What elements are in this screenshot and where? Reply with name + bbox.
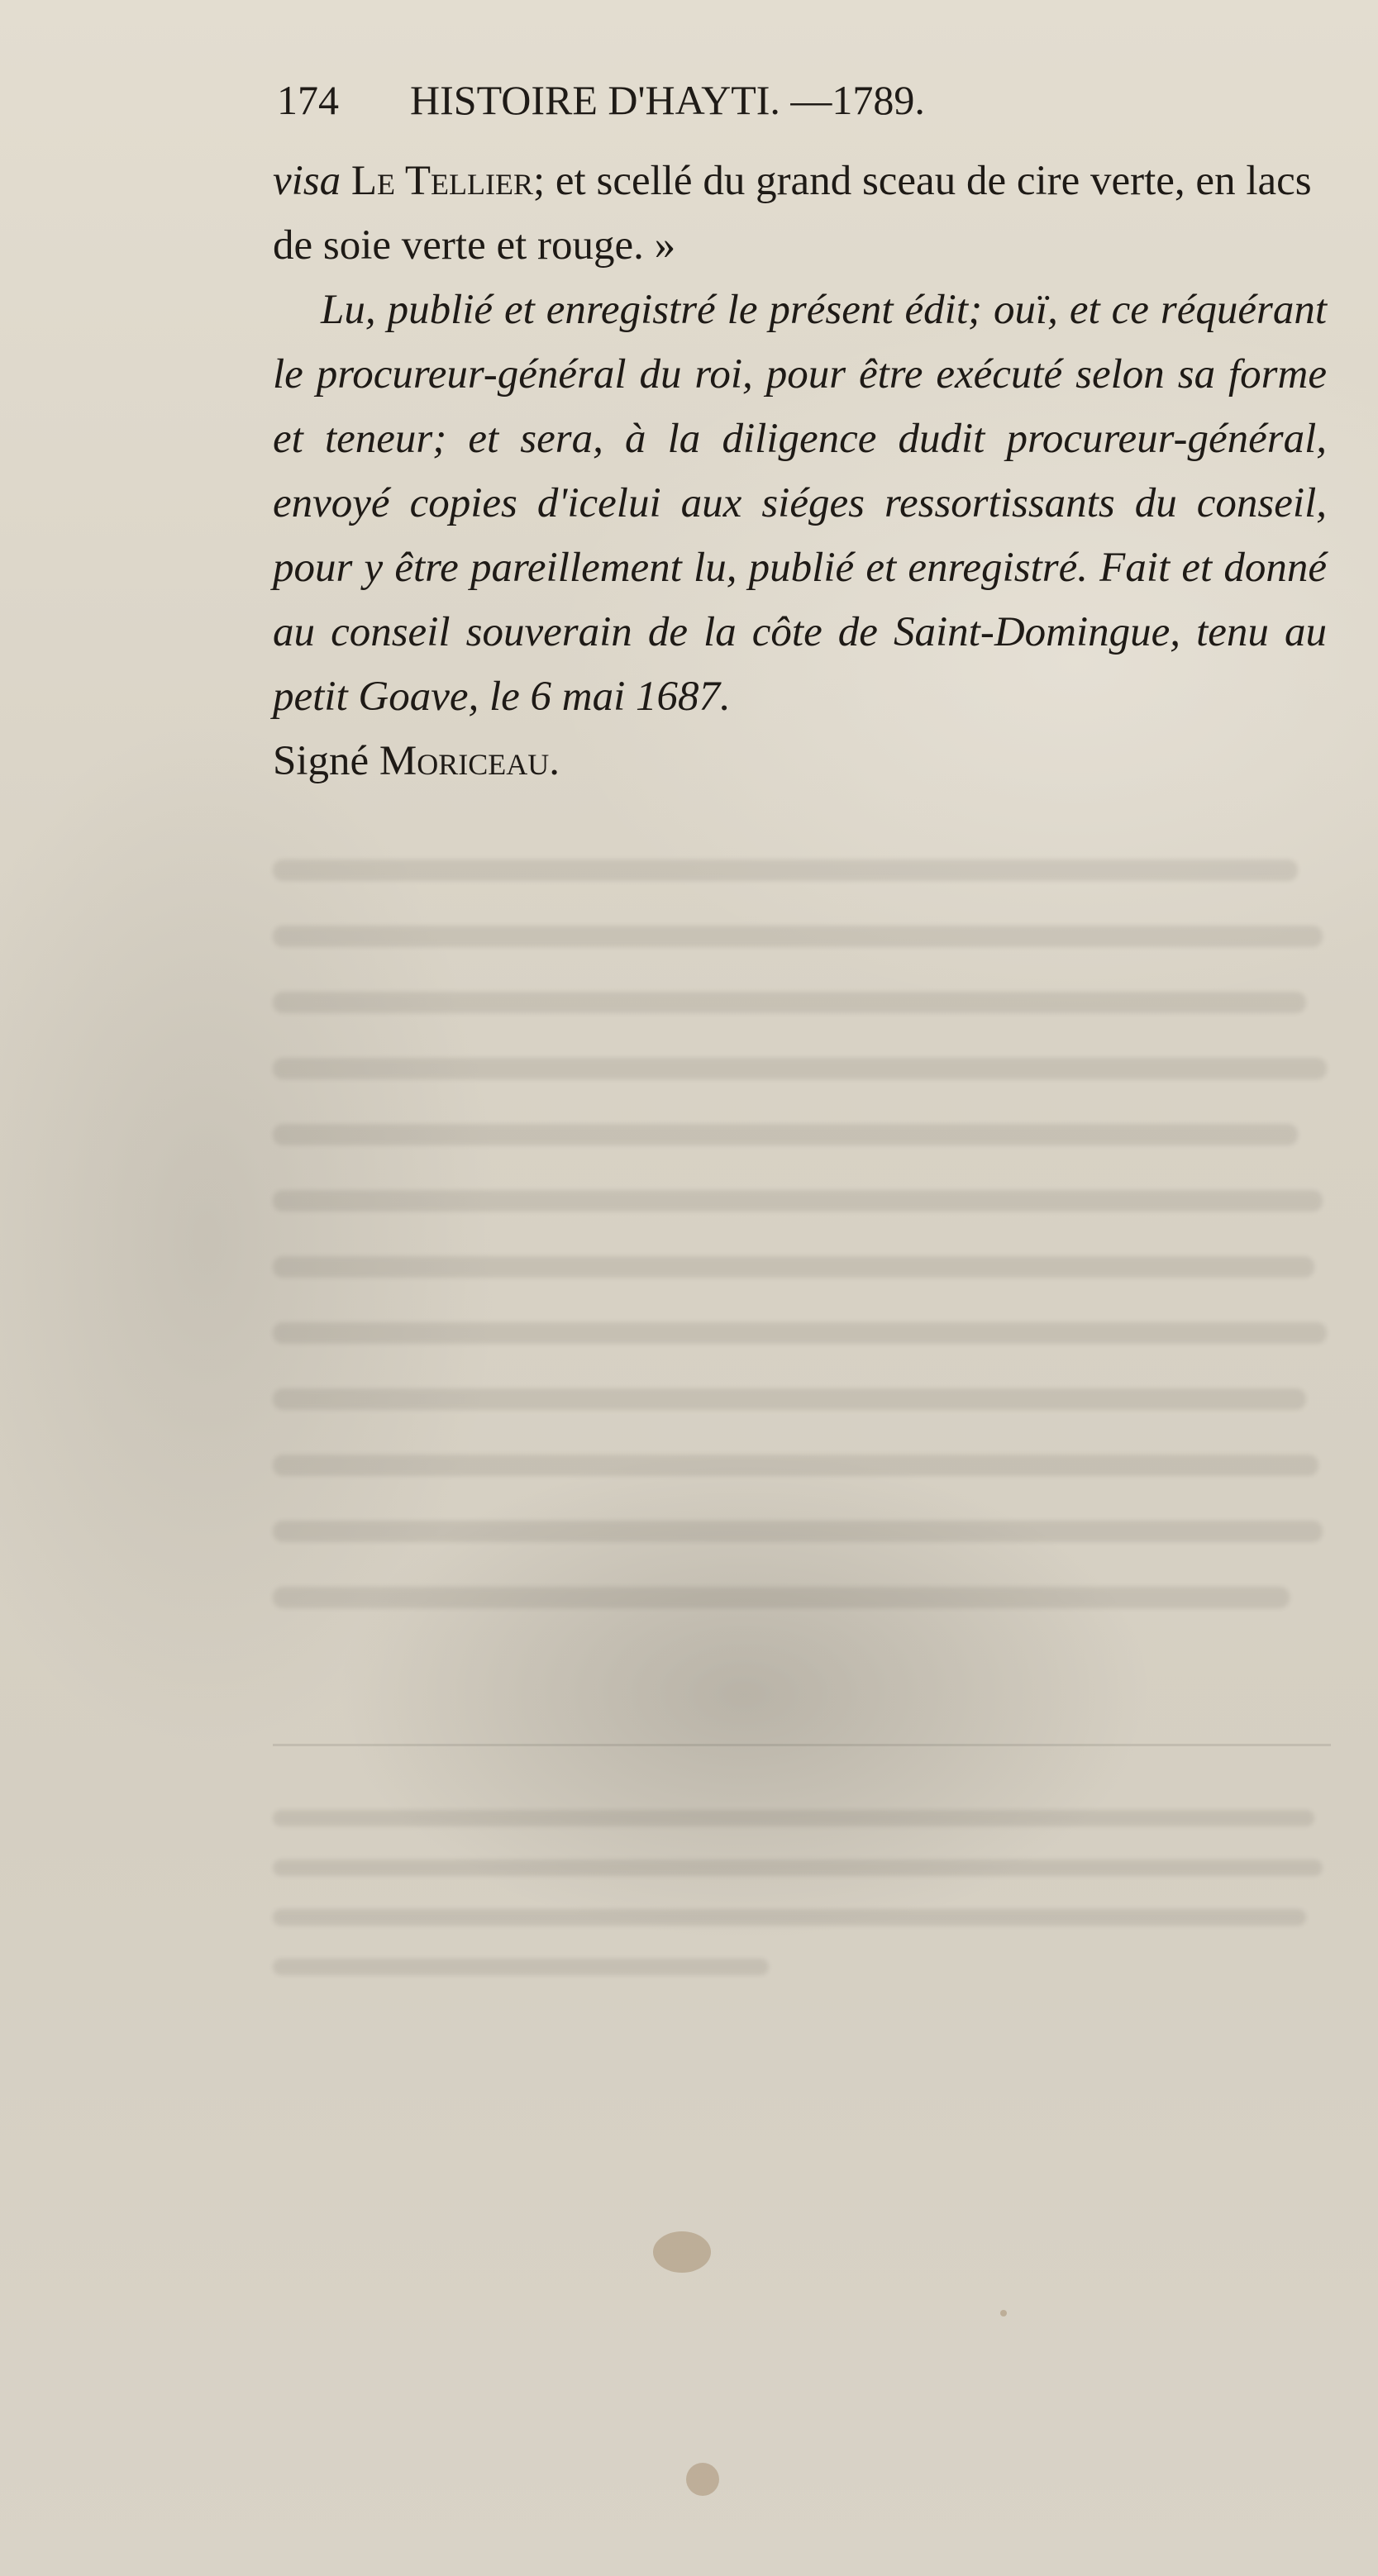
- paper-speck: [1000, 2310, 1007, 2316]
- signatory-name: Le Tellier: [350, 158, 533, 204]
- signature-line: [273, 729, 1327, 793]
- paper-stain: [653, 2231, 711, 2273]
- page-number: 174: [277, 77, 339, 123]
- quote-end-text: ; et scellé du grand sceau de cire verte, en lacs de soie verte et rouge. »: [273, 158, 1312, 269]
- paragraph-quote-end: [273, 149, 1327, 278]
- running-title: HISTOIRE D'HAYTI. —1789.: [410, 77, 925, 123]
- body-text: [273, 149, 1327, 793]
- show-through-rule: [273, 1744, 1331, 1746]
- show-through-text: [273, 859, 1347, 2017]
- running-head: [277, 76, 1153, 124]
- signed-name: Moriceau.: [379, 738, 560, 784]
- signed-label: Signé: [273, 738, 370, 784]
- visa-word: visa: [273, 158, 341, 204]
- registration-paragraph: Lu, publié et enregistré le présent édit; ouï, et ce réquérant le procureur-général du roi, pour être exécuté selon sa forme et teneur; et sera, à la diligence dudit procureur-général, envoyé copies d'icelui aux siéges ressortissants du conseil, pour y être pareillement lu, publié et enregistré. Fait et donné au conseil souverain de la côte de Saint-Domingue, tenu au petit Goave, le 6 mai 1687.: [273, 287, 1327, 720]
- paper-stain: [686, 2463, 719, 2496]
